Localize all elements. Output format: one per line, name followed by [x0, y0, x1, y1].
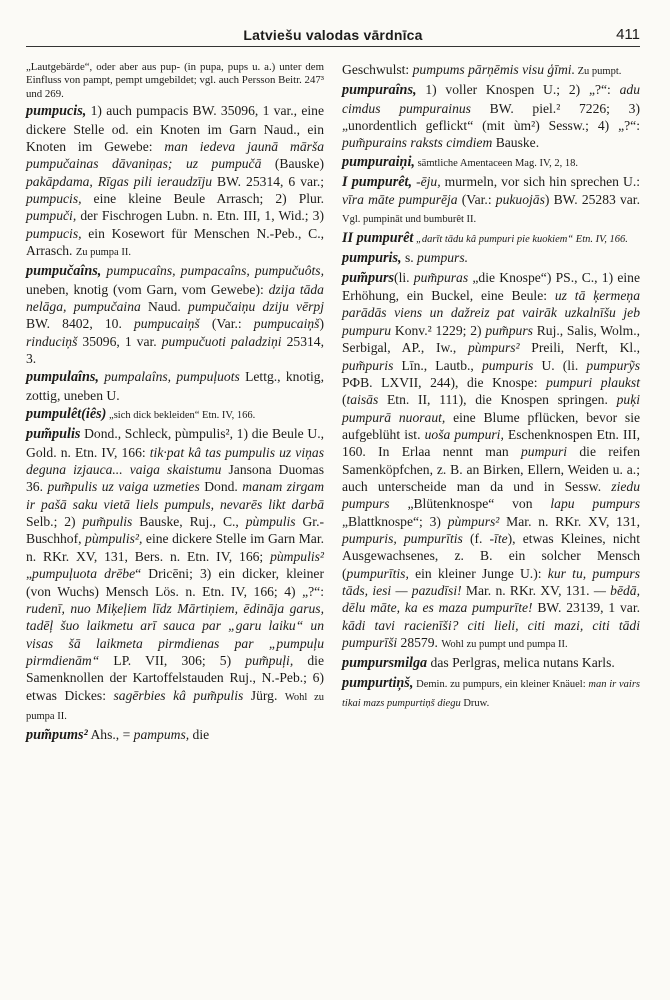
entry-pumpuret-1: I pumpurêt, -ēju, murmeln, vor sich hin sprechen U.: vīra māte pumpurēja (Var.: pukuojās) BW. 25283 var. Vgl. pumpināt und bumburêt II. [342, 174, 640, 225]
headword: pumpursmilga [342, 655, 428, 672]
headword: pumpurtiņš, [342, 674, 414, 691]
headword: pumpuraîns, [342, 82, 417, 99]
headword: pumpulaîns, [26, 369, 99, 386]
headword: pum̃pums² [26, 727, 88, 744]
headword: pumpulêt(iês) [26, 406, 107, 423]
entry-pumpums-cont: Geschwulst: pumpums pārņēmis visu ģīmi. Zu pumpt. [342, 62, 622, 77]
headword: pumpucis, [26, 103, 87, 120]
headword: pumpuris, [342, 250, 402, 267]
headword: pumpučaîns, [26, 263, 102, 280]
entry-pumpums: pum̃pums² Ahs., = pampums, die [26, 727, 210, 744]
headword: II pumpurêt [342, 230, 414, 247]
entry-pumpulis: pum̃pulis Dond., Schleck, pùmpulis², 1) die Beule U., Gold. n. Etn. IV, 166: tik·pat kâ tas pumpulis uz viņas degunа izjauca... vaiga skaistumu Jansona Duomas 36. pum̃pulis uz vaiga uzmeties Dond. manam zirgam ir pašā saku vietā liels pumpuls, nevarēs likt darbā Selb.; 2) pum̃pulis Bauske, Ruj., C., pùmpulis Gr.-Buschhof, pùmpulis², eine dickere Stelle im Garn Mar. n. RKr. XV, 131, Bers. n. Etn. IV, 166; pùmpulis² „pumpuļuota drēbe“ Dricēni; 3) ein dicker, kleiner (von Wuchs) Mensch Lös. n. Etn. IV, 166; 4) „?“: rudenī, nuo Miķeļiem līdz Mārtiņiem, ēdināja garus, tadēļ šuo laikmetu arī sauca par „garu laiku“ un visas šā laikmeta pirmdienas par „pumpuļu pirmdienām“ LP. VII, 306; 5) pum̃puļi, die Samenknollen der Kartoffelstauden Ruj., N.-Peb.; 6) etwas Dickes: sagērbies kâ pum̃pulis Jürg. Wohl zu pumpa II. [26, 426, 325, 722]
entry-pumpuret-2: II pumpurêt „darīt tādu kâ pumpuri pie kuokiem“ Etn. IV, 166. [342, 230, 628, 247]
page-header [26, 26, 640, 47]
headword: pum̃purs [342, 269, 395, 286]
headword: pumpuraiņi, [342, 153, 415, 170]
entry-pumpurs: pum̃purs(li. pum̃puras „die Knospe“) PS., C., 1) eine Erhöhung, ein Buckel, eine Beule: uz tā ķermeņa parādās viens un dažreiz pat vairāk uzkalnīšu jeb pumpuru Konv.² 1229; 2) pum̃purs Ruj., Salis, Wolm., Serbigal, AP., Iw., pùmpurs² Preili, Nerft, Kl., pum̃puris Līn., Lautb., pumpuris U. (li. pumpurỹs РФВ. LXVII, 244), die Knospe: pumpuri plaukst (taisās Etn. II, 111), die Knospen springen. puķi pumpurā nuoraut, eine Blume pflücken, bevor sie aufgeblüht ist. uoša pumpuri, Eschenknospen Etn. III, 160. In Erlaa nennt man pumpuri die reifen Samenköpfchen, z. B. an Birken, Ellern, Weiden u. a.; auch unterscheide man da und in Sessw. ziedu pumpurs „Blütenknospe“ von lapu pumpurs „Blattknospe“; 3) pùmpurs² Mar. n. RKr. XV, 131, pumpuris, pumpurītis (f. -īte), etwas Kleines, nicht Ausgewachsenes, z. B. ein solcher Mensch (pumpurītis, ein kleiner Junge U.): kur tu, pumpurs tāds, iesi — pazudīsi! Mar. n. RKr. XV, 131. — bēdā, dēlu māte, ka es maza pumpurīte! BW. 23139, 1 var. kādi tavi racienīši? citi lieli, citi mazi, citi tādi pumpurīši 28579. Wohl zu pumpt und pumpa II. [342, 269, 641, 650]
right-column [342, 61, 640, 746]
entry-pumpurains: pumpuraîns, 1) voller Knospen U.; 2) „?“: adu cimdus pumpurainus BW. piel.² 7226; 3) „unordentlich geflickt“ (mit ùm²) Sessw.; 4) „?“: pum̃purains raksts cimdiem Bauske. [342, 82, 640, 151]
entry-pumpuris: pumpuris, s. pumpurs. [342, 250, 469, 267]
entry-pumpulains: pumpulaîns, pumpalaîns, pumpuļuots Lettg., knotig, zottig, uneben U. [26, 369, 324, 403]
entry-pumpuraini: pumpuraiņi, sämtliche Amentaceen Mag. IV, 2, 18. [342, 153, 579, 170]
entry-pumpucis: pumpucis, 1) auch pumpacis BW. 35096, 1 var., eine dickere Stelle od. ein Knoten im Garn Naud., ein Knoten im Gewebe: man iedeva jaunā mārša pumpučainas dāvaniņas; uz pumpučā (Bauske) pakāpdama, Rīgas pili ieraudzīju BW. 25314, 6 var.; pumpucis, eine kleine Beule Arrasch; 2) Plur. pumpuči, der Fischrogen Lubn. n. Etn. III, 1, Wid.; 3) pumpucis, ein Kosewort für Menschen N.-Peb., C., Arrasch. Zu pumpa II. [26, 103, 325, 258]
entry-continuation: „Lautgebärde“, oder aber aus pup- (in pupa, pups u. a.) unter dem Einfluss von pampt, pempt umgebildet; vgl. auch Persson Beitr. 247³ und 269. [26, 61, 324, 100]
left-column [26, 61, 324, 746]
entry-pumpulet: pumpulêt(iês) „sich dick bekleiden“ Etn. IV, 166. [26, 406, 256, 423]
headword: pum̃pulis [26, 426, 81, 443]
entry-pumpucains: pumpučaîns, pumpucaîns, pumpacaîns, pumpučuôts, uneben, knotig (vom Garn, vom Gewebe): dzija tāda nelāga, pumpučaina Naud. pumpučaiņu dziju vērpj BW. 8402, 10. pumpucaiņš (Var.: pumpucaiņš) rinduciņš 35096, 1 var. pumpučuoti paladziņi 25314, 3. [26, 263, 325, 367]
two-column-body [26, 61, 640, 746]
page-number: 411 [616, 26, 640, 43]
running-title: Latviešu valodas vārdnīca [243, 27, 423, 43]
entry-pumpursmilga: pumpursmilga das Perlgras, melica nutans Karls. [342, 655, 615, 672]
entry-pumpurtins: pumpurtiņš, Demin. zu pumpurs, ein kleiner Knäuel: man ir vairs tikai mazs pumpurtiņš diegu Druw. [342, 674, 640, 710]
headword: I pumpurêt, [342, 174, 413, 191]
